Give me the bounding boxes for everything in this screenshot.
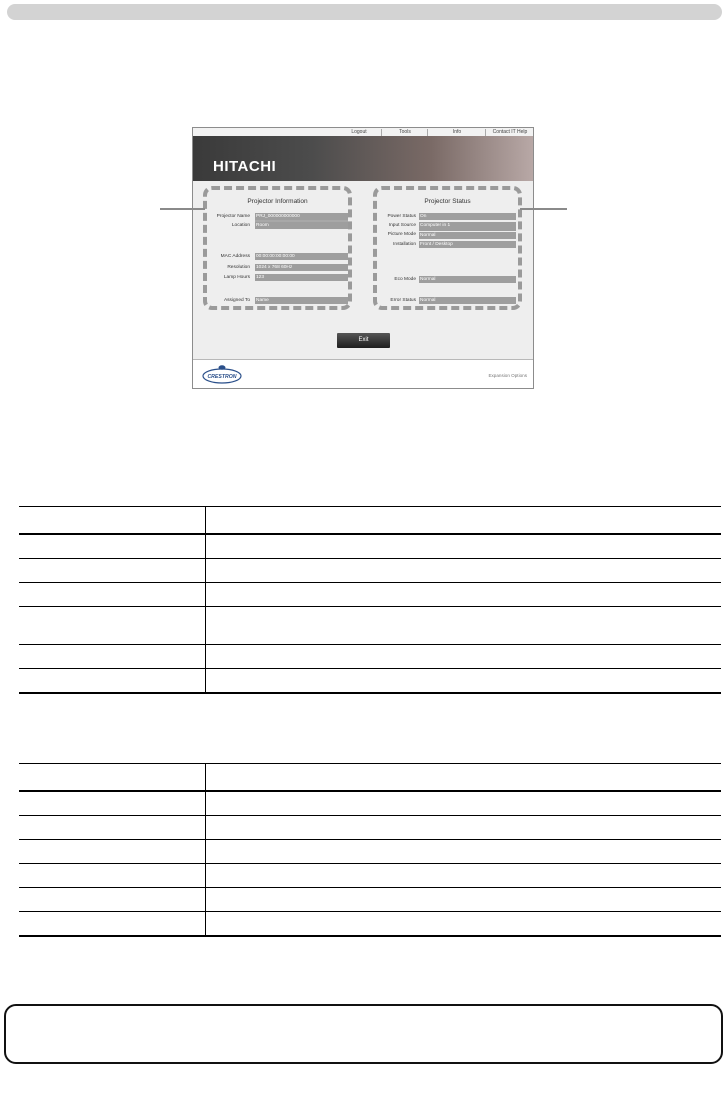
picture-mode-value: Normal bbox=[419, 232, 516, 239]
brand-header bbox=[193, 136, 533, 181]
panel-title: Projector Status bbox=[424, 198, 471, 205]
table-row bbox=[19, 864, 721, 888]
projector-information-panel bbox=[203, 186, 352, 310]
mac-address-value: 00:00:00:00:00:00 bbox=[255, 253, 348, 260]
table-row bbox=[19, 534, 721, 559]
table-header-row bbox=[19, 507, 721, 535]
table-1 bbox=[19, 506, 721, 694]
eco-mode-label: Eco Mode bbox=[394, 277, 416, 282]
crestron-logo-icon bbox=[201, 363, 243, 385]
table-row bbox=[19, 791, 721, 816]
note-box bbox=[4, 1004, 723, 1064]
power-status-label: Power Status bbox=[387, 214, 416, 219]
table-row bbox=[19, 645, 721, 669]
installation-value: Front / Desktop bbox=[419, 241, 516, 248]
input-source-label: Input Source bbox=[388, 223, 416, 228]
error-status-label: Error Status bbox=[390, 298, 416, 303]
mac-address-label: MAC Address bbox=[220, 254, 250, 259]
projector-name-value: PRJ_000000000000 bbox=[255, 213, 348, 220]
input-source-value: Computer in 1 bbox=[419, 222, 516, 231]
installation-label: Installation bbox=[393, 242, 416, 247]
eco-mode-value: Normal bbox=[419, 276, 516, 283]
top-navigation bbox=[193, 128, 533, 136]
exit-button[interactable]: Exit bbox=[337, 333, 390, 348]
resolution-value: 1024 x 768 60Hz bbox=[255, 264, 348, 271]
assigned-to-value: Name bbox=[255, 297, 348, 304]
nav-contact-it-help[interactable]: Contact IT Help bbox=[485, 129, 534, 136]
ui-footer bbox=[193, 359, 533, 389]
table-row bbox=[19, 559, 721, 583]
expansion-options-link[interactable]: Expansion Options bbox=[488, 373, 527, 378]
resolution-label: Resolution bbox=[227, 265, 250, 270]
table-row bbox=[19, 840, 721, 864]
crestron-logo-text: CRESTRON bbox=[207, 374, 237, 380]
picture-mode-label: Picture Mode bbox=[387, 232, 416, 237]
crestron-web-ui-screenshot bbox=[192, 127, 534, 389]
table-row bbox=[19, 583, 721, 607]
nav-info[interactable]: Info bbox=[427, 129, 486, 136]
callout-line-left bbox=[160, 208, 205, 210]
table-row bbox=[19, 888, 721, 912]
projector-name-label: Projector Name bbox=[216, 214, 250, 219]
projector-status-panel bbox=[373, 186, 522, 310]
lamp-hours-value: 123 bbox=[255, 274, 348, 281]
panel-title: Projector Information bbox=[247, 198, 308, 205]
power-status-value: On bbox=[419, 213, 516, 220]
callout-line-right bbox=[520, 208, 567, 210]
table-row bbox=[19, 607, 721, 645]
table-row bbox=[19, 912, 721, 937]
page-header-bar bbox=[7, 4, 722, 20]
lamp-hours-label: Lamp Hours bbox=[223, 275, 250, 280]
nav-tools[interactable]: Tools bbox=[381, 129, 428, 136]
assigned-to-label: Assigned To bbox=[223, 298, 250, 303]
table-2 bbox=[19, 763, 721, 937]
location-label: Location bbox=[231, 223, 250, 228]
location-value: Room bbox=[255, 222, 348, 229]
error-status-value: Normal bbox=[419, 297, 516, 304]
table-row bbox=[19, 669, 721, 694]
nav-logout[interactable]: Logout bbox=[351, 129, 367, 135]
table-row bbox=[19, 816, 721, 840]
hitachi-logo: HITACHI bbox=[213, 158, 277, 175]
main-content bbox=[193, 181, 533, 359]
table-header-row bbox=[19, 764, 721, 792]
